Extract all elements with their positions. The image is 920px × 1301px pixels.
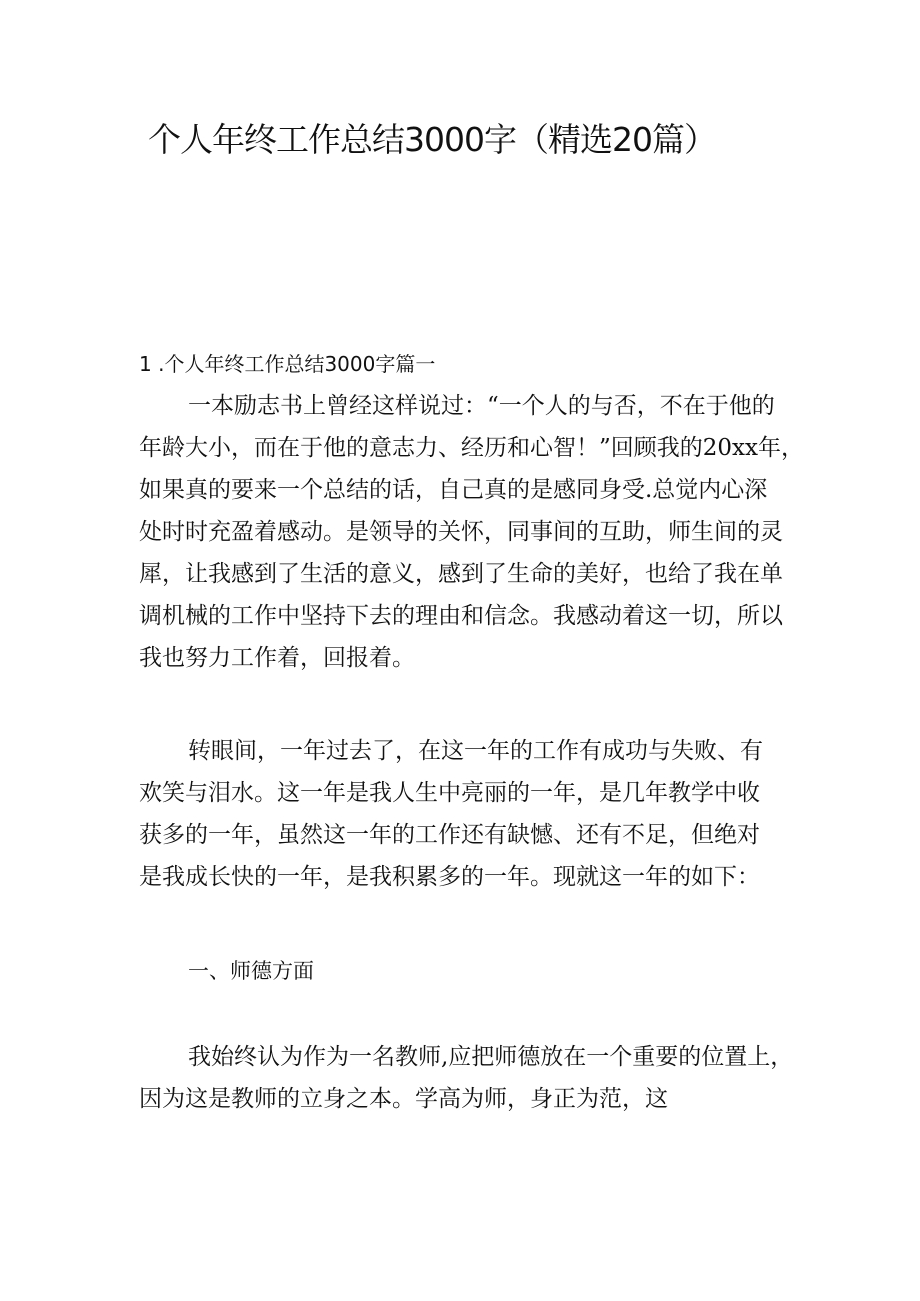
paragraph-line: 是我成长快的一年，是我积累多的一年。现就这一年的如下： bbox=[139, 864, 760, 890]
paragraph-intro bbox=[139, 385, 804, 679]
paragraph-year-review bbox=[139, 730, 763, 898]
paragraph-line: 如果真的要来一个总结的话，自己真的是感同身受.总觉内心深 bbox=[139, 477, 768, 503]
paragraph-line: 转眼间，一年过去了，在这一年的工作有成功与失败、有 bbox=[188, 738, 763, 764]
section-heading: 1 .个人年终工作总结3000字篇一 bbox=[139, 352, 436, 376]
paragraph-line: 一本励志书上曾经这样说过：“一个人的与否，不在于他的 bbox=[188, 393, 775, 419]
paragraph-line: 年龄大小，而在于他的意志力、经历和心智！”回顾我的20xx年， bbox=[139, 435, 804, 461]
paragraph-line: 获多的一年，虽然这一年的工作还有缺憾、还有不足，但绝对 bbox=[139, 822, 760, 848]
paragraph-line: 欢笑与泪水。这一年是我人生中亮丽的一年，是几年教学中收 bbox=[139, 780, 760, 806]
paragraph-line: 处时时充盈着感动。是领导的关怀，同事间的互助，师生间的灵 bbox=[139, 519, 783, 545]
paragraph-ethics bbox=[139, 1036, 793, 1120]
paragraph-line: 犀，让我感到了生活的意义，感到了生命的美好，也给了我在单 bbox=[139, 561, 783, 587]
document-title: 个人年终工作总结3000字（精选20篇） bbox=[148, 120, 716, 159]
paragraph-line: 因为这是教师的立身之本。学高为师，身正为范，这 bbox=[139, 1086, 668, 1112]
subheading-ethics: 一、师德方面 bbox=[188, 959, 314, 983]
paragraph-line: 调机械的工作中坚持下去的理由和信念。我感动着这一切，所以 bbox=[139, 603, 783, 629]
paragraph-line: 我也努力工作着，回报着。 bbox=[139, 645, 415, 671]
paragraph-line: 我始终认为作为一名教师,应把师德放在一个重要的位置上， bbox=[188, 1044, 794, 1070]
